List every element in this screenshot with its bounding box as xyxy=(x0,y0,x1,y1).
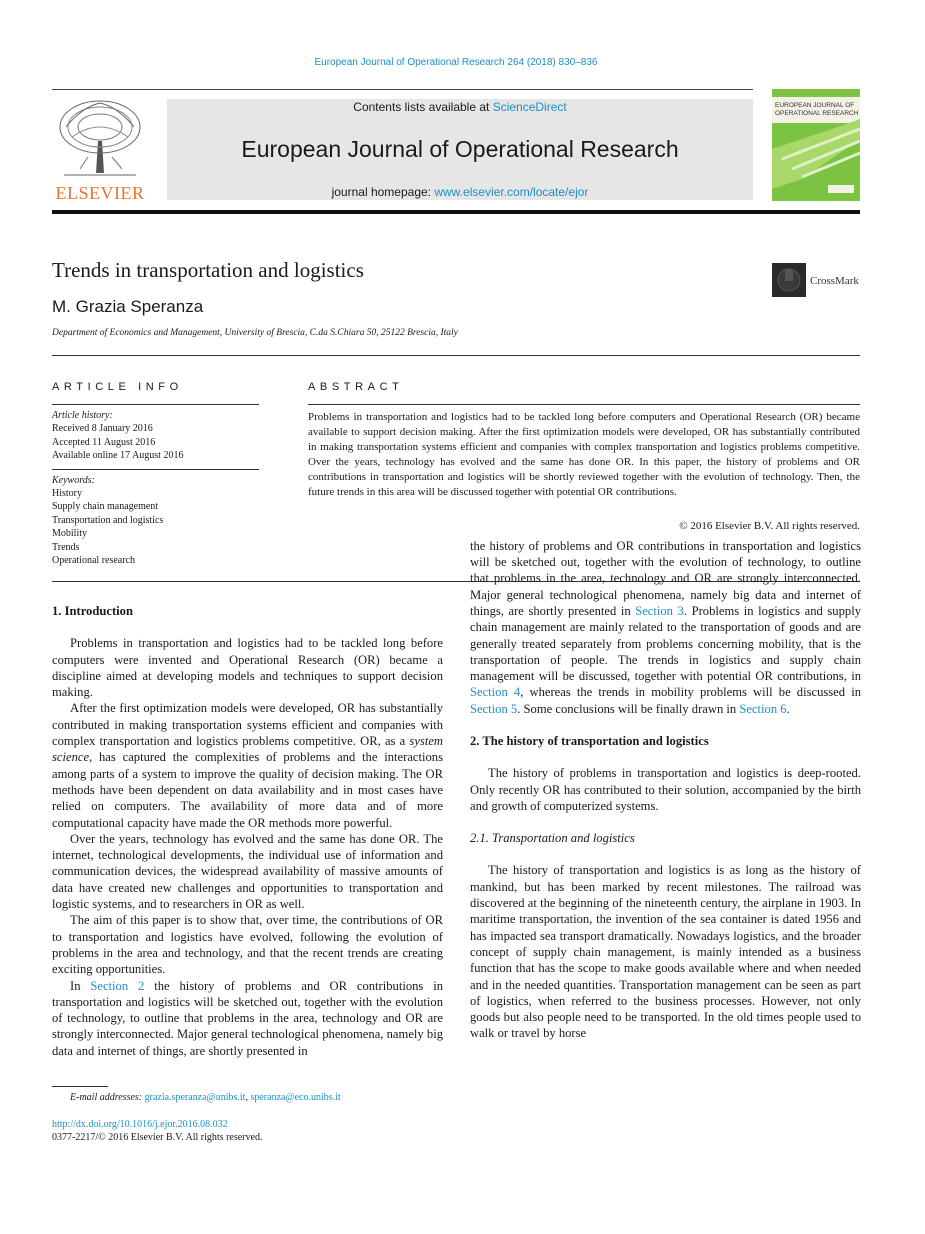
keyword-item: Mobility xyxy=(52,528,88,540)
received-date: Received 8 January 2016 xyxy=(52,423,153,435)
abstract-copyright: © 2016 Elsevier B.V. All rights reserved. xyxy=(679,520,860,532)
elsevier-logo xyxy=(52,97,148,203)
homepage-link[interactable]: www.elsevier.com/locate/ejor xyxy=(434,185,589,199)
article-info-rule xyxy=(52,404,259,405)
section-1-heading: 1. Introduction xyxy=(52,604,133,618)
keywords-rule xyxy=(52,469,259,470)
article-title: Trends in transportation and logistics xyxy=(52,258,364,282)
header-thick-rule xyxy=(52,210,860,214)
section-2-link[interactable]: Section 2 xyxy=(90,978,145,993)
journal-cover-image xyxy=(772,89,860,201)
email-link-2[interactable]: speranza@eco.unibs.it xyxy=(250,1092,341,1103)
keyword-item: Transportation and logistics xyxy=(52,514,164,526)
body-right-column xyxy=(470,538,861,1042)
section-4-link[interactable]: Section 4 xyxy=(470,685,521,700)
header-top-rule xyxy=(52,89,753,90)
keyword-item: Supply chain management xyxy=(52,501,159,513)
keyword-item: Trends xyxy=(52,541,80,553)
abstract-rule xyxy=(308,404,860,405)
emphasis-text: system science xyxy=(52,734,443,765)
article-info-heading: ARTICLE INFO xyxy=(52,381,183,393)
issn-copyright: 0377-2217/© 2016 Elsevier B.V. All rights reserved. xyxy=(52,1132,263,1143)
paragraph: The aim of this paper is to show that, over time, the contributions of OR to transportation and logistics have evolved, following the evolution of problems in the area and technology, and that the recent trends are creating exciting opportunities. xyxy=(52,913,443,977)
keyword-item: Operational research xyxy=(52,555,136,567)
crossmark-icon xyxy=(772,263,806,297)
online-date: Available online 17 August 2016 xyxy=(52,450,184,462)
author-name: M. Grazia Speranza xyxy=(52,297,204,316)
footnote-rule xyxy=(52,1086,108,1087)
subsection-2-1-heading: 2.1. Transportation and logistics xyxy=(470,831,635,846)
paragraph-continued: the history of problems and OR contributions in transportation and logistics will be sketched out, together with the evolution of technology, to outline that problems in the area, technology and OR are strongly interconnected. Major general technological phenomena, namely big data and internet of things, are shortly presented in Section 3. Problems in logistics and supply chain management are mainly related to the transportation of goods and are generally treated separately from problems concerning mobility, that is the transportation of people. The trends in logistics and supply chain management will be discussed, together with potential OR contributions, in Section 4, whereas the trends in mobility problems will be discussed in Section 5. Some conclusions will be finally drawn in Section 6. xyxy=(470,538,861,716)
paragraph: In Section 2 the history of problems and OR contributions in transportation and logistics will be sketched out, together with the evolution of technology, to outline that problems in the area, technology and OR are strongly interconnected. Major general technological phenomena, namely big data and internet of things, are shortly presented in xyxy=(52,978,443,1058)
section-5-link[interactable]: Section 5 xyxy=(470,701,518,716)
keyword-item: History xyxy=(52,488,82,500)
crossmark-label: CrossMark xyxy=(810,275,859,287)
paragraph: The history of problems in transportation and logistics is deep-rooted. Only recently OR has contributed to their solution, accompanied by the birth and growth of computerized systems. xyxy=(470,766,861,813)
email-footnote: E-mail addresses: grazia.speranza@unibs.it, speranza@eco.unibs.it xyxy=(70,1092,341,1103)
email-link-1[interactable]: grazia.speranza@unibs.it xyxy=(144,1092,246,1103)
title-divider xyxy=(52,355,860,356)
keywords-label: Keywords: xyxy=(52,474,95,486)
history-label: Article history: xyxy=(52,410,113,421)
paragraph: After the first optimization models were developed, OR has substantially contributed in making transportation systems efficient and companies with complex transportation and logistics problems competitive. OR, as a system science, has captured the complexities of problems and the interactions among parts of a system to improve the quality of decision making. The OR methods have been dependent on data availability and in most cases have relied on computers. The availability of more data and of more computational capacity have made the OR methods more powerful. xyxy=(52,701,443,830)
contents-line: Contents lists available at ScienceDirect xyxy=(353,100,567,114)
author-affiliation: Department of Economics and Management, University of Brescia, C.da S.Chiara 50, 25122 Brescia, Italy xyxy=(52,328,458,338)
journal-name: European Journal of Operational Research xyxy=(241,136,679,162)
article-info xyxy=(52,409,259,567)
homepage-line: journal homepage: www.elsevier.com/locate/ejor xyxy=(331,185,589,199)
body-left-column xyxy=(52,603,443,1058)
section-6-link[interactable]: Section 6 xyxy=(739,701,787,716)
section-3-link[interactable]: Section 3 xyxy=(635,603,684,618)
abstract-heading: ABSTRACT xyxy=(308,381,404,393)
accepted-date: Accepted 11 August 2016 xyxy=(52,436,156,448)
section-2-heading: 2. The history of transportation and logistics xyxy=(470,734,709,748)
paragraph: Over the years, technology has evolved and the same has done OR. The internet, technological developments, the individual use of information and communication devices, the widespread availability of massive amounts of data have created new challenges and opportunities to transportation and logistic systems, and to researchers in OR as well. xyxy=(52,831,443,912)
sciencedirect-link[interactable]: ScienceDirect xyxy=(492,100,567,114)
journal-citation[interactable]: European Journal of Operational Research 264 (2018) 830–836 xyxy=(314,57,598,68)
paragraph: Problems in transportation and logistics had to be tackled long before computers were invented and Operational Research (OR) became a discipline aimed at developing models and techniques to support decision making. xyxy=(52,636,443,700)
elsevier-logo-text: ELSEVIER xyxy=(55,183,145,203)
doi-link[interactable]: http://dx.doi.org/10.1016/j.ejor.2016.08.032 xyxy=(52,1119,228,1130)
abstract-text: Problems in transportation and logistics had to be tackled long before computers and Operational Research (OR) became available to support decision making. After the first optimization models were developed, OR has substantially contributed in making transportation systems efficient and companies with complex transportation and logistics problems competitive. Over the years, technology has evolved and the same has done OR. In this paper, the history of problems and OR contributions in transportation and logistics will be shortly reviewed together with the evolution of technology. Then, the future trends in this area will be discussed together with potential OR contributions. xyxy=(308,411,860,498)
paragraph: The history of transportation and logistics is as long as the history of mankind, but has been marked by recent milestones. The railroad was discovered at the beginning of the nineteenth century, the airplane in 1903. In maritime transportation, the invention of the sea container is dated 1956 and has impacted sea transport dramatically. Nowadays logistics, and the broader concept of supply chain management, is mainly intended as a business function that has the scope to make goods available where and when needed and in the needed quantities. Transportation management can be seen as part of logistics, when referred to the business processes. However, not only goods but also people need to be transported. In the old times people used to walk or travel by horse xyxy=(470,863,861,1041)
cover-journal-title: EUROPEAN JOURNAL OF OPERATIONAL RESEARCH xyxy=(775,102,859,117)
